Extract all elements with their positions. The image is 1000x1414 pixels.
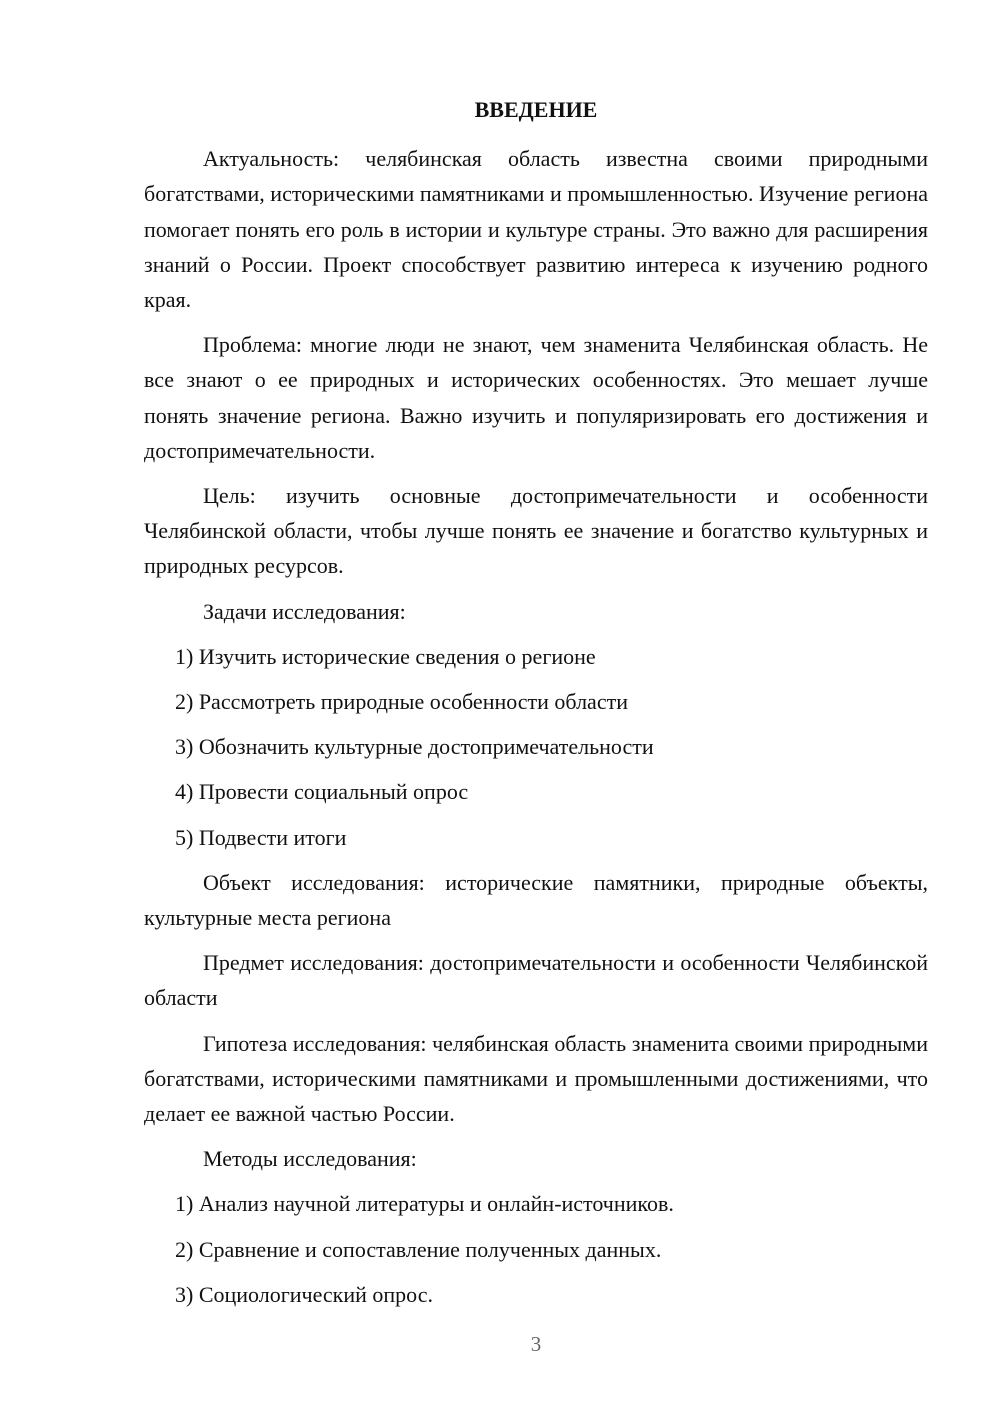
hypothesis-paragraph: Гипотеза исследования: челябинская область знаменита своими природными богатствами, историческими памятниками и промышленными достижениями, что делает ее важной частью России. (144, 1030, 928, 1127)
method-item: 3) Социологический опрос. (175, 1281, 433, 1307)
task-item: 4) Провести социальный опрос (175, 779, 469, 805)
relevance-paragraph: Актуальность: челябинская область известна своими природными богатствами, историческими памятниками и промышленностью. Изучение региона помогает понять его роль в истории и культуре страны. Это важно для расширения знаний о России. Проект способствует развитию интереса к изучению родного края. (144, 146, 928, 313)
tasks-heading: Задачи исследования: (203, 598, 406, 624)
task-item: 2) Рассмотреть природные особенности области (175, 689, 628, 715)
method-item: 2) Сравнение и сопоставление полученных данных. (175, 1236, 662, 1262)
document-page (144, 92, 928, 1322)
subject-paragraph: Предмет исследования: достопримечательности и особенности Челябинской области (144, 950, 928, 1011)
object-paragraph: Объект исследования: исторические памятники, природные объекты, культурные места региона (144, 869, 928, 931)
task-item: 5) Подвести итоги (175, 824, 347, 850)
page-title: ВВЕДЕНИЕ (474, 97, 598, 122)
page-number: 3 (530, 1332, 542, 1356)
methods-heading: Методы исследования: (203, 1146, 417, 1172)
task-item: 3) Обозначить культурные достопримечательности (175, 734, 654, 760)
problem-paragraph: Проблема: многие люди не знают, чем знаменита Челябинская область. Не все знают о ее природных и исторических особенностях. Это мешает лучше понять значение региона. Важно изучить и популяризировать его достижения и достопримечательности. (144, 332, 928, 463)
goal-paragraph: Цель: изучить основные достопримечательности и особенности Челябинской области, чтобы лучше понять ее значение и богатство культурных и природных ресурсов. (144, 483, 928, 579)
method-item: 1) Анализ научной литературы и онлайн-источников. (175, 1191, 674, 1217)
task-item: 1) Изучить исторические сведения о регионе (175, 643, 596, 669)
